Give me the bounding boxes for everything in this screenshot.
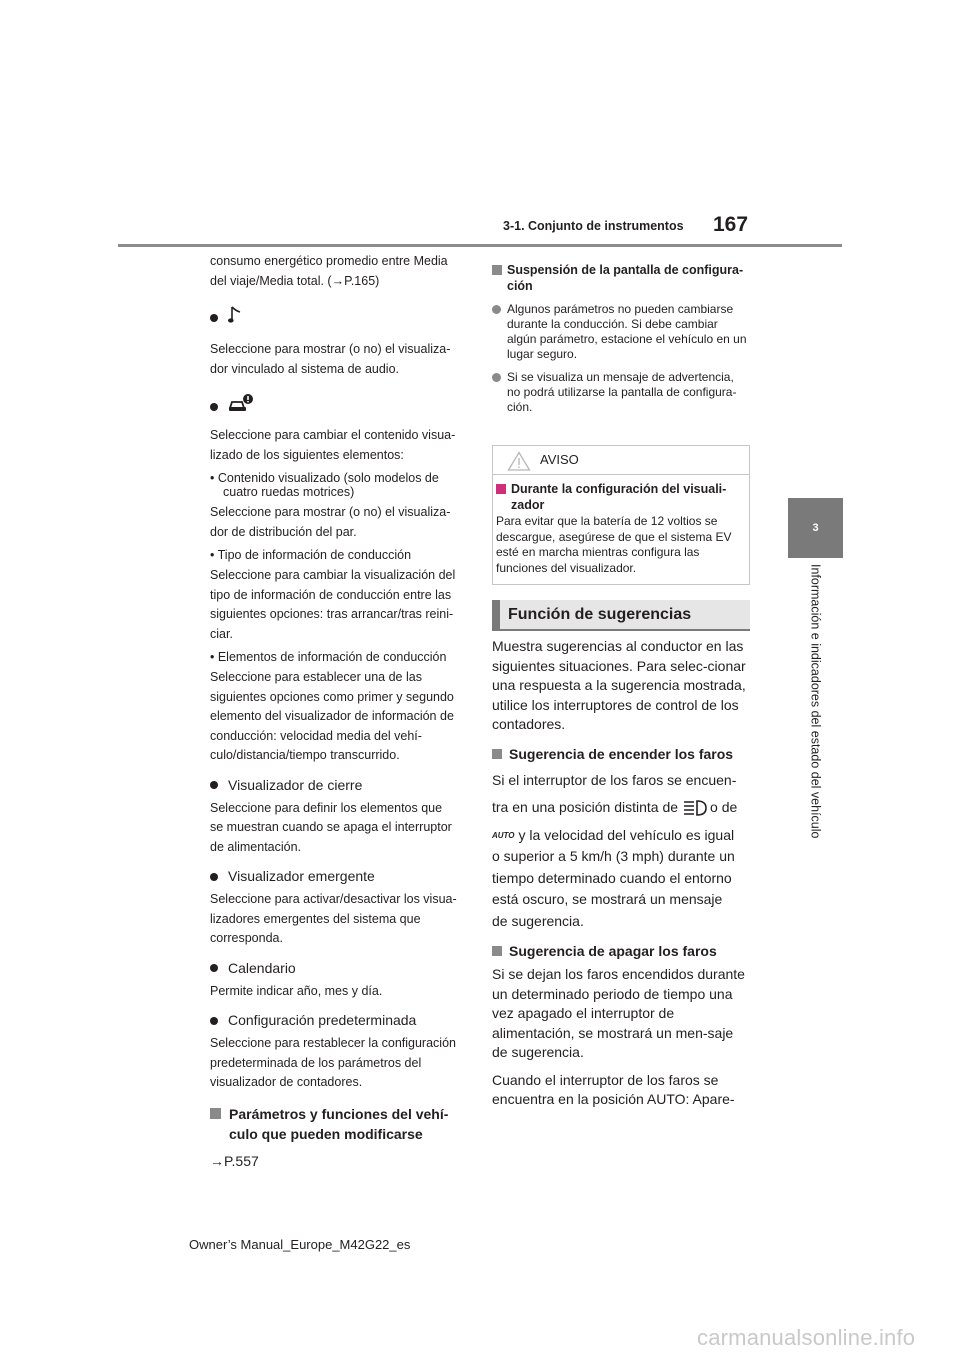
heading-closing-display: Visualizador de cierre (210, 776, 466, 795)
bullet-dot (210, 403, 218, 411)
sub-item-info-type-desc-1: Seleccione para cambiar la visualización del (210, 568, 456, 582)
notice-divider (493, 474, 749, 475)
default-desc-2: predeterminada de los parámetros del (210, 1055, 422, 1070)
section-heading: Función de sugerencias (508, 605, 692, 623)
sub-item-info-elements: • Elementos de información de conducción (210, 650, 447, 664)
square-bullet (496, 484, 506, 494)
headlights-on-line-1: Si el interruptor de los faros se encuen- (492, 771, 737, 788)
music-note-icon (228, 305, 242, 330)
headlights-on-line-5: tiempo determinado cuando el entorno (492, 869, 732, 886)
intro-line-2: del viaje/Media total. (→P.165) (210, 273, 380, 288)
heading-popup-display: Visualizador emergente (210, 867, 466, 886)
calendar-desc: Permite indicar año, mes y día. (210, 983, 383, 998)
closing-desc-3: de alimentación. (210, 839, 302, 854)
headlights-on-line-7: de sugerencia. (492, 912, 584, 929)
sub-item-info-elements-desc-3: elemento del visualizador de información de (210, 709, 454, 723)
right-column-bottom (492, 637, 750, 1110)
sub-item-content: • Contenido visualizado (solo modelos de cuatro ruedas motrices) (210, 471, 439, 499)
sub-item-info-type: • Tipo de información de conducción (210, 548, 412, 562)
bullet-dot (210, 1017, 218, 1025)
section-heading-band (492, 600, 750, 631)
bullet-dot (492, 373, 501, 382)
sub-item-info-elements-desc-4: conducción: velocidad media del vehí- (210, 728, 422, 743)
square-bullet (492, 749, 502, 759)
popup-desc-3: corresponda. (210, 931, 283, 945)
sub-item-content-desc-2: dor de distribución del par. (210, 524, 357, 539)
header-rule (118, 244, 842, 247)
chapter-title: Información e indicadores del estado del vehículo (808, 564, 823, 839)
section-title: 3-1. Conjunto de instrumentos (503, 219, 684, 233)
heading-headlights-off: Sugerencia de apagar los faros (492, 941, 750, 961)
suspension-bullet-1: Algunos parámetros no pueden cambiarse durante la conducción. Si debe cambiar algún parámetro, estacione el vehículo en un lugar seguro. (492, 302, 750, 362)
heading-vehicle-params: Parámetros y funciones del vehí- culo que pueden modificarse (210, 1104, 466, 1144)
intro-line-1: consumo energético promedio entre Media (210, 254, 448, 268)
car-desc-1: Seleccione para cambiar el contenido visua- (210, 428, 456, 442)
audio-desc-2: dor vinculado al sistema de audio. (210, 361, 400, 376)
headlights-off-body: Si se dejan los faros encendidos durante un determinado periodo de tiempo una vez apagado el interruptor de alimentación, se mostrará un men-saje de sugerencia. (492, 966, 745, 1060)
car-desc-2: lizado de los siguientes elementos: (210, 447, 404, 462)
sub-item-info-elements-desc-1: Seleccione para establecer una de las (210, 670, 422, 684)
notice-heading: Durante la configuración del visuali-zador (496, 481, 742, 513)
headlights-on-line-2: tra en una posición distinta de o de (492, 799, 738, 815)
bullet-dot (210, 964, 218, 972)
bullet-dot (210, 314, 218, 322)
square-bullet (492, 265, 502, 275)
auto-mode-icon: AUTO (492, 830, 515, 840)
suspension-bullet-2: Si se visualiza un mensaje de advertencia, no podrá utilizarse la pantalla de configura-ción. (492, 370, 750, 415)
notice-title: AVISO (540, 452, 579, 467)
headlight-icon (683, 799, 707, 817)
bullet-dot (492, 305, 501, 314)
headlights-off-body-2: Cuando el interruptor de los faros se encuentra en la posición AUTO: Apare- (492, 1071, 735, 1107)
bullet-dot (210, 781, 218, 789)
page-reference-link[interactable]: →P.557 (210, 1152, 259, 1169)
notice-body: Para evitar que la batería de 12 voltios se descargue, asegúrese de que el sistema EV esté en marcha mientras configura las funciones del visualizador. (496, 514, 732, 575)
audio-desc-1: Seleccione para mostrar (o no) el visualiza- (210, 342, 451, 356)
popup-desc-1: Seleccione para activar/desactivar los visua- (210, 892, 457, 906)
bullet-dot (210, 873, 218, 881)
heading-default-settings: Configuración predeterminada (210, 1011, 466, 1030)
headlights-on-line-3: AUTO y la velocidad del vehículo es igual (492, 825, 750, 847)
footer-manual-id: Owner’s Manual_Europe_M42G22_es (189, 1237, 411, 1252)
sub-item-content-desc-1: Seleccione para mostrar (o no) el visualiza- (210, 505, 451, 519)
sub-item-info-type-desc-4: ciar. (210, 626, 233, 641)
suggestions-intro: Muestra sugerencias al conductor en las siguientes situaciones. Para selec-cionar una respuesta a la sugerencia mostrada, utilice los interruptores de control de los contadores. (492, 638, 746, 732)
left-column (210, 252, 466, 1171)
heading-calendar: Calendario (210, 959, 466, 978)
default-desc-1: Seleccione para restablecer la configuración (210, 1036, 456, 1050)
square-bullet (492, 946, 502, 956)
right-column-top (492, 262, 750, 415)
warning-triangle-icon (507, 451, 531, 476)
heading-headlights-on: Sugerencia de encender los faros (492, 744, 750, 764)
audio-bullet (210, 305, 466, 330)
car-bullet (210, 393, 466, 420)
car-alert-icon (228, 393, 254, 420)
closing-desc-2: se muestran cuando se apaga el interruptor (210, 820, 452, 834)
heading-settings-suspension: Suspensión de la pantalla de configura-ción (492, 262, 750, 294)
closing-desc-1: Seleccione para definir los elementos que (210, 800, 443, 815)
sub-item-info-elements-desc-2: siguientes opciones como primer y segundo (210, 689, 454, 704)
page-number: 167 (713, 213, 749, 236)
band-accent (492, 600, 500, 629)
popup-desc-2: lizadores emergentes del sistema que (210, 911, 421, 926)
watermark: carmanualsonline.info (697, 1325, 916, 1350)
headlights-on-line-4: o superior a 5 km/h (3 mph) durante un (492, 848, 735, 864)
headlights-on-line-6: está oscuro, se mostrará un mensaje (492, 891, 723, 907)
sub-item-info-type-desc-2: tipo de información de conducción entre las (210, 587, 452, 602)
chapter-title-strip (788, 558, 843, 893)
square-bullet (210, 1108, 221, 1119)
default-desc-3: visualizador de contadores. (210, 1075, 363, 1089)
sub-item-info-elements-desc-5: culo/distancia/tiempo transcurrido. (210, 748, 400, 762)
chapter-number-tab: 3 (788, 498, 843, 558)
sub-item-info-type-desc-3: siguientes opciones: tras arrancar/tras reini- (210, 607, 454, 621)
